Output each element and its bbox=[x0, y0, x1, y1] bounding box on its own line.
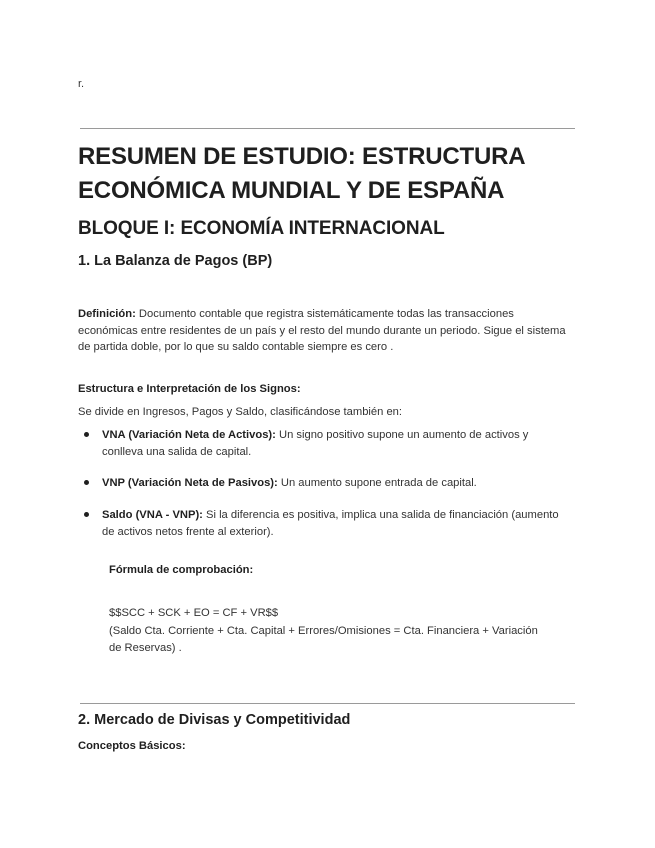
bullet-text: Si la diferencia es positiva, implica una salida de financiación (aumento de activos netos frente al exterior). bbox=[102, 509, 559, 538]
bullet-term: VNA (Variación Neta de Activos): bbox=[102, 429, 276, 441]
bullet-term: Saldo (VNA - VNP): bbox=[102, 509, 203, 521]
section-2-heading: 2. Mercado de Divisas y Competitividad bbox=[78, 712, 351, 728]
bullet-text: Un aumento supone entrada de capital. bbox=[277, 477, 477, 489]
definition-label: Definición: bbox=[78, 308, 136, 320]
stray-text: r. bbox=[78, 78, 85, 90]
structure-intro: Se divide en Ingresos, Pagos y Saldo, clasificándose también en: bbox=[78, 406, 403, 418]
formula-expression: $$SCC + SCK + EO = CF + VR$$ bbox=[109, 607, 279, 619]
section-1-heading: 1. La Balanza de Pagos (BP) bbox=[78, 253, 273, 269]
bullet-text: Un signo positivo supone un aumento de activos y conlleva una salida de capital. bbox=[102, 429, 529, 458]
bullet-icon bbox=[84, 432, 89, 437]
structure-label: Estructura e Interpretación de los Signos: bbox=[78, 383, 301, 395]
bullet-term: VNP (Variación Neta de Pasivos): bbox=[102, 477, 278, 489]
bullet-icon bbox=[84, 512, 89, 517]
horizontal-rule-bottom bbox=[80, 703, 575, 704]
block-title: BLOQUE I: ECONOMÍA INTERNACIONAL bbox=[78, 218, 445, 239]
bullet-icon bbox=[84, 480, 89, 485]
document-title: RESUMEN DE ESTUDIO: ESTRUCTURA ECONÓMICA MUNDIAL Y DE ESPAÑA bbox=[78, 143, 525, 204]
definition-paragraph bbox=[78, 306, 575, 356]
horizontal-rule-top bbox=[80, 128, 575, 129]
formula-label: Fórmula de comprobación: bbox=[109, 564, 254, 576]
definition-text: Documento contable que registra sistemáticamente todas las transacciones económicas entre residentes de un país y el resto del mundo durante un periodo. Sigue el sistema de partida doble, por lo que su saldo contable siempre es cero . bbox=[78, 308, 566, 353]
formula-explanation: (Saldo Cta. Corriente + Cta. Capital + Errores/Omisiones = Cta. Financiera + Variación de Reservas) . bbox=[109, 625, 538, 654]
concepts-label: Conceptos Básicos: bbox=[78, 740, 186, 752]
